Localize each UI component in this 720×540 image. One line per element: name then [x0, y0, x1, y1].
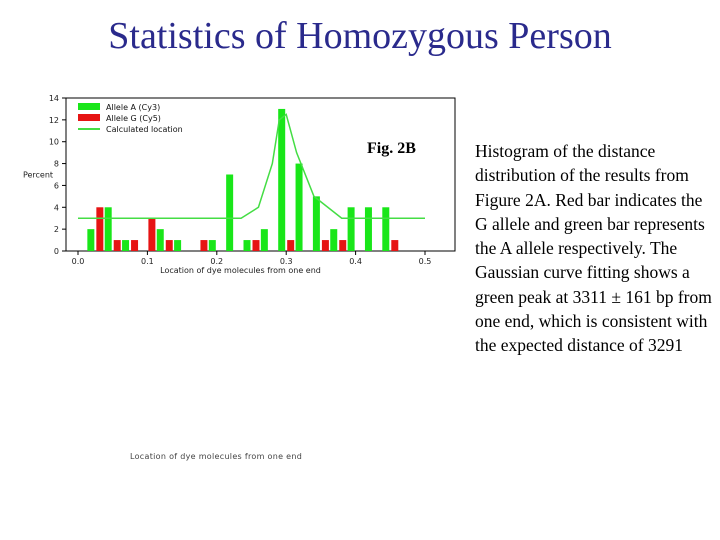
x-tick-label: 0.0	[71, 257, 85, 266]
bar-allele-a	[105, 207, 112, 251]
y-axis-label: Percent	[22, 170, 54, 180]
x-tick-label: 0.4	[349, 257, 362, 266]
x-tick-label: 0.3	[279, 257, 293, 266]
figure-label: Fig. 2B	[367, 140, 416, 157]
bar-allele-g	[391, 240, 398, 251]
bar-allele-g	[253, 240, 260, 251]
legend-entry: Calculated location	[106, 125, 183, 134]
bar-allele-a	[87, 229, 94, 251]
bar-allele-a	[313, 196, 320, 251]
legend-entry: Allele G (Cy5)	[106, 114, 161, 123]
y-tick-label: 12	[48, 115, 59, 125]
bar-allele-g	[131, 240, 138, 251]
bar-allele-a	[348, 207, 355, 251]
bar-allele-a	[365, 207, 372, 251]
histogram-chart	[0, 88, 470, 278]
bar-allele-a	[209, 240, 216, 251]
y-tick-label: 10	[48, 137, 59, 147]
y-tick-label: 0	[53, 247, 59, 256]
bar-allele-a	[382, 207, 389, 251]
bar-allele-a	[157, 229, 164, 251]
bar-allele-g	[166, 240, 173, 251]
bar-allele-a	[330, 229, 337, 251]
bar-allele-a	[122, 240, 129, 251]
y-tick-label: 8	[53, 159, 59, 169]
y-tick-label: 14	[48, 94, 59, 103]
bar-allele-a	[244, 240, 251, 251]
legend-swatch	[78, 103, 100, 110]
legend-entry: Allele A (Cy3)	[106, 103, 161, 112]
bar-allele-g	[339, 240, 346, 251]
legend-swatch	[78, 114, 100, 121]
y-tick-label: 4	[53, 203, 59, 213]
slide-title: Statistics of Homozygous Person	[108, 15, 612, 57]
bar-allele-a	[296, 164, 303, 251]
x-tick-label: 0.2	[210, 257, 224, 266]
bar-allele-g	[322, 240, 329, 251]
bar-allele-a	[174, 240, 181, 251]
x-axis-label: Location of dye molecules from one end	[160, 266, 321, 275]
faded-axis-label: Location of dye molecules from one end	[130, 452, 303, 461]
bar-allele-g	[200, 240, 207, 251]
bar-allele-a	[261, 229, 268, 251]
bar-allele-g	[96, 207, 103, 251]
y-tick-label: 2	[53, 225, 59, 235]
x-tick-label: 0.5	[418, 257, 432, 266]
bar-allele-g	[114, 240, 121, 251]
bar-allele-a	[226, 175, 233, 252]
bar-allele-a	[278, 109, 285, 251]
y-tick-label: 6	[53, 181, 59, 191]
figure-caption: Histogram of the distance distribution of the results from Figure 2A. Red bar indicates the G allele and green bar represents the A allele respectively. The Gaussian curve fitting shows a green peak at 3311 ± 161 bp from one end, which is consistent with the expected distance of 3291	[475, 141, 712, 356]
bar-allele-g	[148, 218, 155, 251]
x-tick-label: 0.1	[141, 257, 154, 266]
bar-allele-g	[287, 240, 294, 251]
